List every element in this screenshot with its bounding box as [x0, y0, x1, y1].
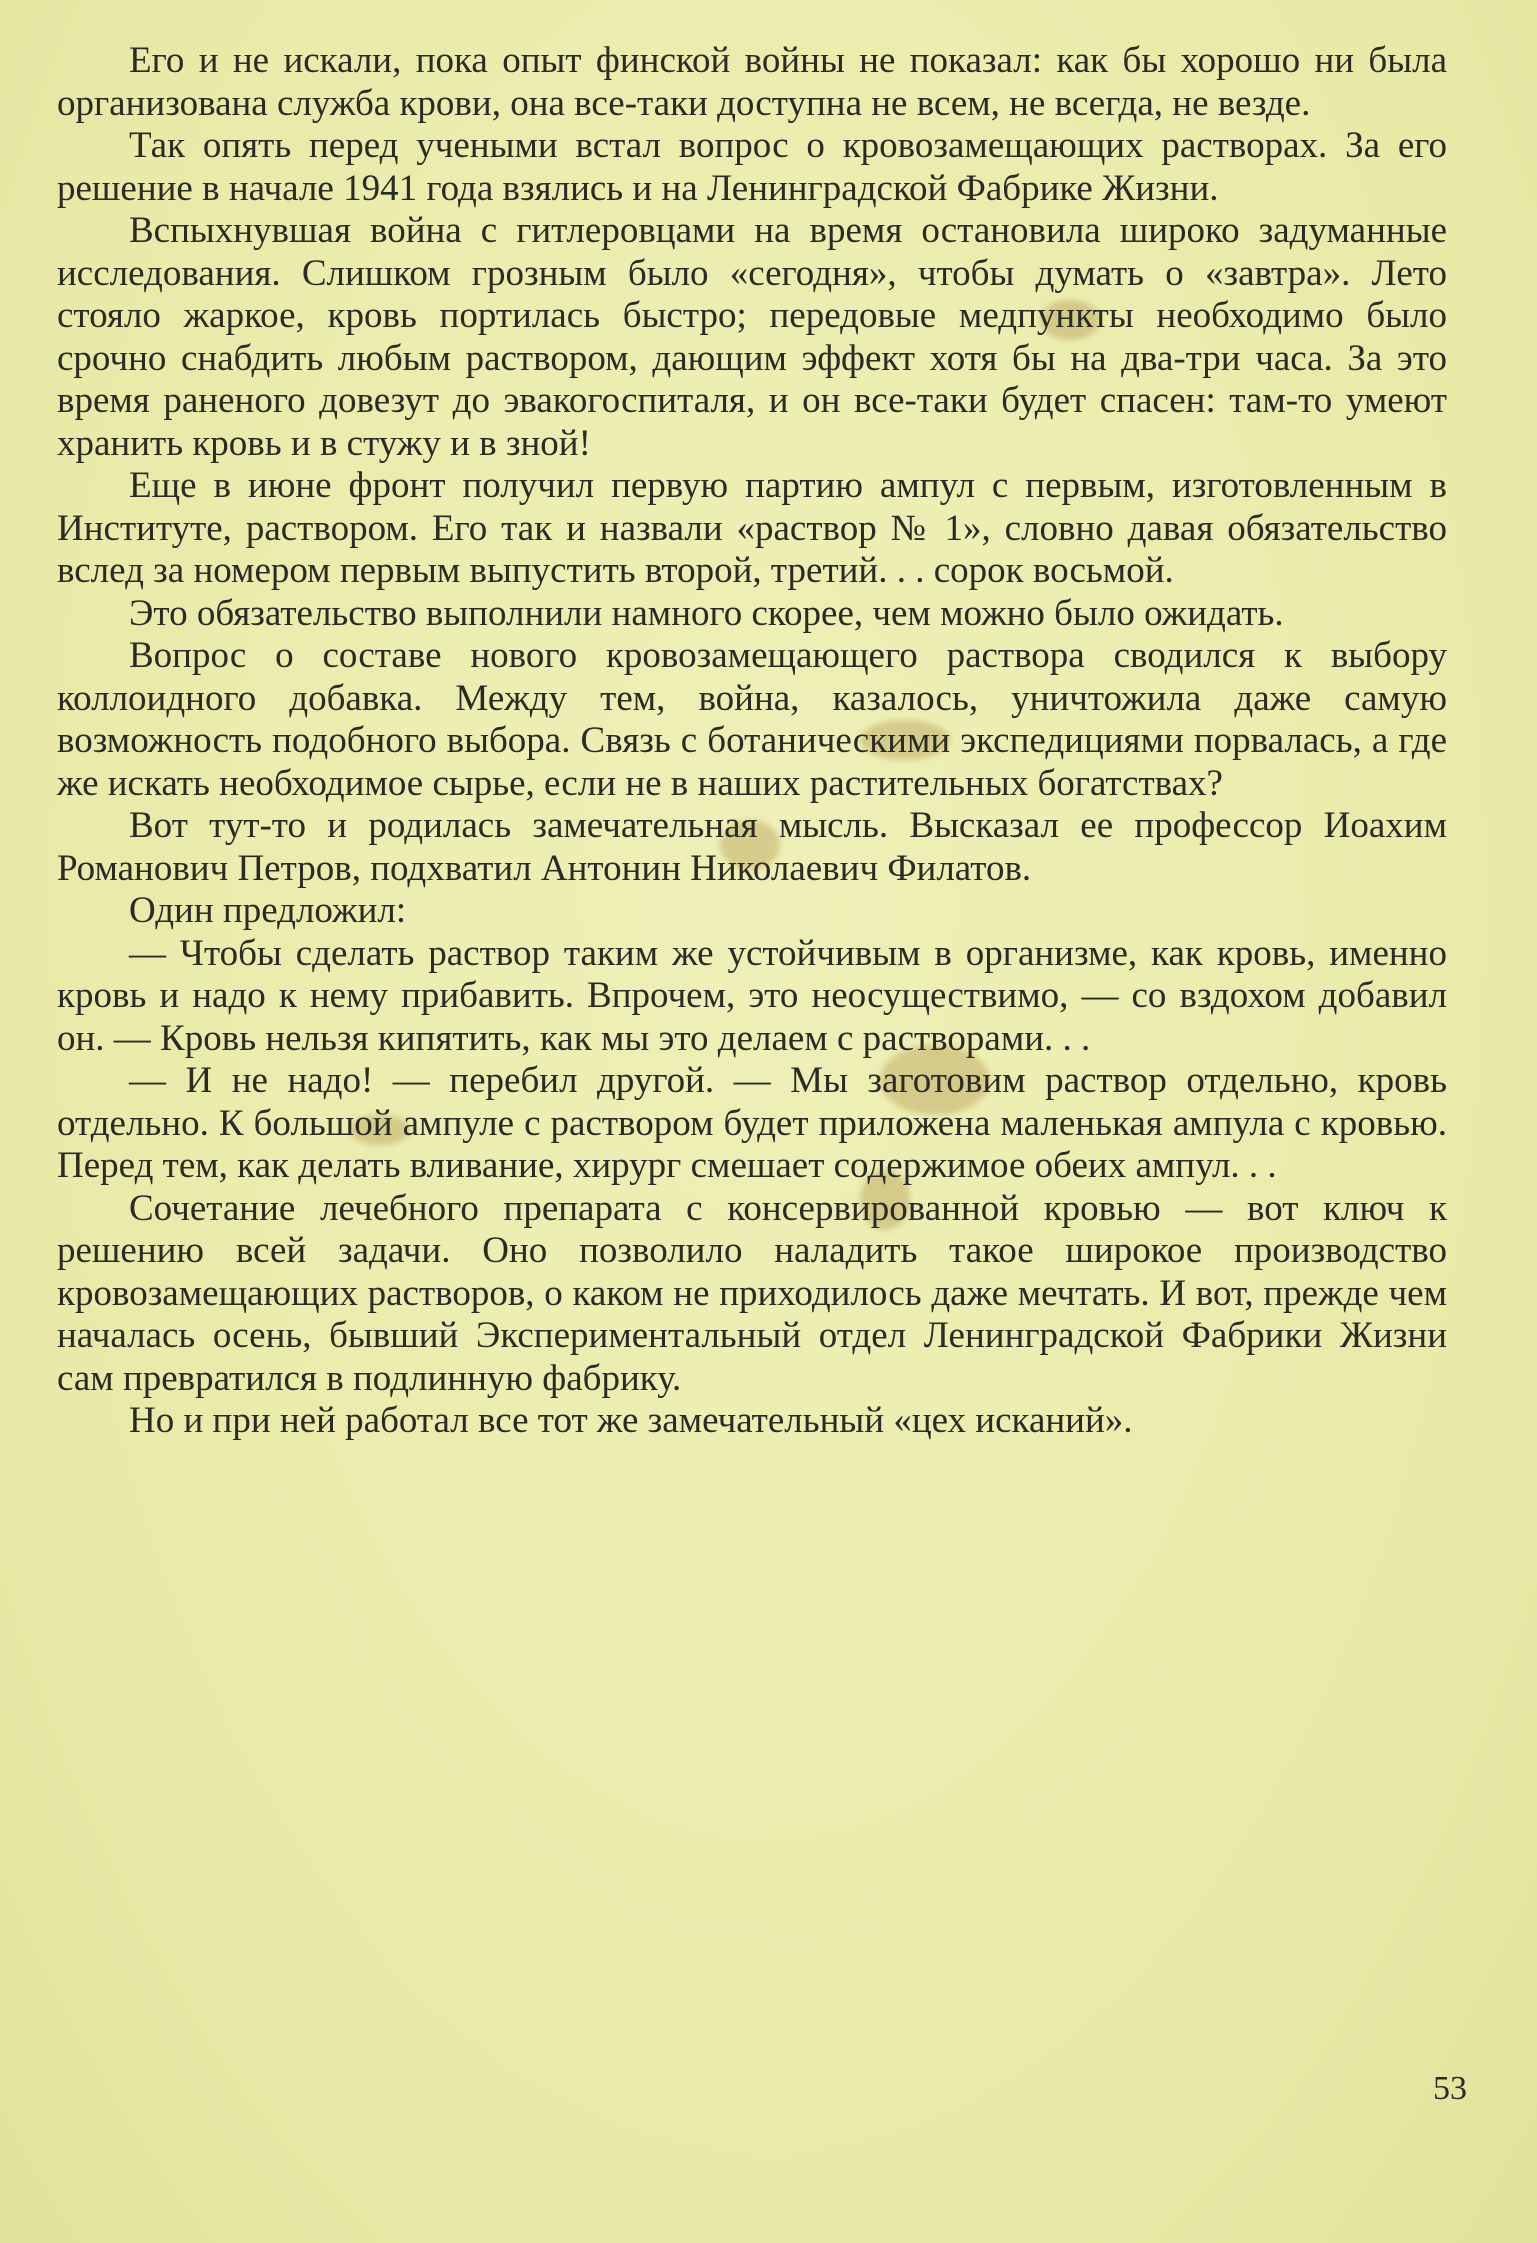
paragraph: Вспыхнувшая война с гитлеровцами на время остановила широко задуманные исследования. Слишком грозным было «сегодня», чтобы думать о «завтра». Лето стояло жаркое, кровь портилась быстро; передовые медпункты необходимо было срочно снабдить любым раствором, дающим эффект хотя бы на два-три часа. За это время раненого довезут до эвакогоспиталя, и он все-таки будет спасен: там-то умеют хранить кровь и в стужу и в зной!: [57, 210, 1447, 464]
paragraph: Один предложил:: [129, 890, 407, 931]
paragraph: Это обязательство выполнили намного скорее, чем можно было ожидать.: [129, 592, 1284, 634]
paragraph: Сочетание лечебного препарата с консервированной кровью — вот ключ к решению всей задачи. Оно позволило наладить такое широкое производство кровозамещающих растворов, о каком не приходилось даже мечтать. И вот, прежде чем началась осень, бывший Экспериментальный отдел Ленинградской Фабрики Жизни сам превратился в подлинную фабрику.: [57, 1187, 1447, 1399]
paragraph: Его и не искали, пока опыт финской войны не показал: как бы хорошо ни была организована служба крови, она все-таки доступна не всем, не всегда, не везде.: [57, 40, 1447, 124]
page-text: [57, 40, 1447, 1443]
paragraph: Еще в июне фронт получил первую партию ампул с первым, изготовленным в Институте, раствором. Его так и назвали «раствор № 1», словно давая обязательство вслед за номером первым выпустить второй, третий. . . сорок восьмой.: [57, 465, 1447, 591]
paragraph: Вопрос о составе нового кровозамещающего раствора сводился к выбору коллоидного добавка. Между тем, война, казалось, уничтожила даже самую возможность подобного выбора. Связь с ботаническими экспедициями порвалась, а где же искать необходимое сырье, если не в наших растительных богатствах?: [57, 635, 1447, 804]
paragraph: Вот тут-то и родилась замечательная мысль. Высказал ее профессор Иоахим Романович Петров, подхватил Антонин Николаевич Филатов.: [57, 805, 1447, 889]
paragraph: Так опять перед учеными встал вопрос о кровозамещающих растворах. За его решение в начале 1941 года взялись и на Ленинградской Фабрике Жизни.: [57, 125, 1447, 209]
page-number: 53: [1433, 2070, 1467, 2107]
paragraph: — И не надо! — перебил другой. — Мы заготовим раствор отдельно, кровь отдельно. К большой ампуле с раствором будет приложена маленькая ампула с кровью. Перед тем, как делать вливание, хирург смешает содержимое обеих ампул. . .: [57, 1060, 1447, 1186]
paragraph: Но и при ней работал все тот же замечательный «цех исканий».: [129, 1400, 1133, 1441]
paragraph: — Чтобы сделать раствор таким же устойчивым в организме, как кровь, именно кровь и надо к нему прибавить. Впрочем, это неосуществимо, — со вздохом добавил он. — Кровь нельзя кипятить, как мы это делаем с растворами. . .: [57, 932, 1447, 1059]
